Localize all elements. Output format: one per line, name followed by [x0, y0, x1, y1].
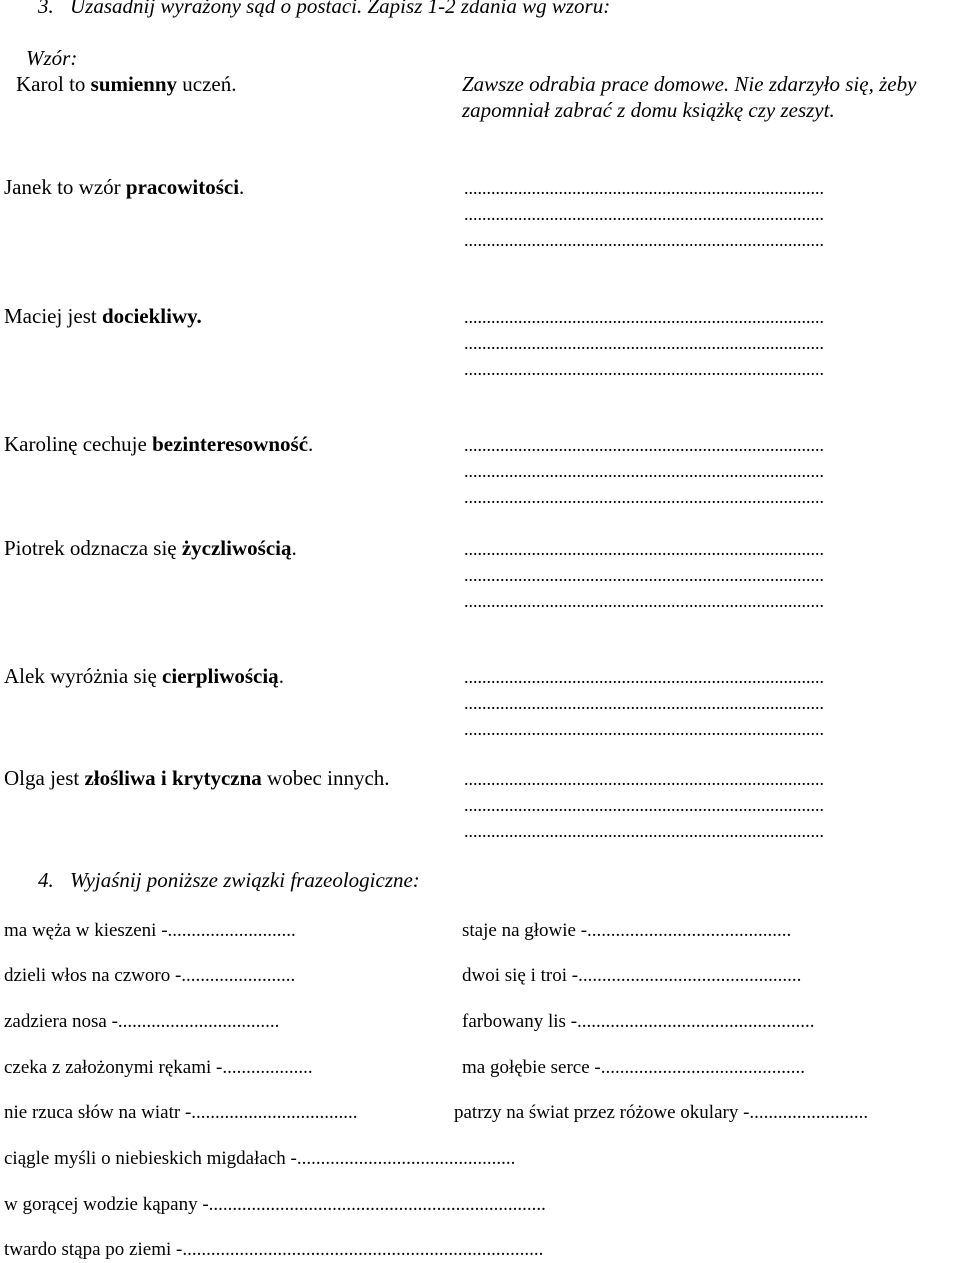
phrase-item[interactable]: ma gołębie serce -........................................... — [462, 1057, 805, 1078]
answer-line[interactable]: ................................................................................ — [464, 591, 824, 611]
example-label: Wzór: — [26, 46, 78, 70]
phrase-item[interactable]: nie rzuca słów na wiatr -................................... — [4, 1102, 358, 1123]
phrase-item[interactable]: dzieli włos na czworo -........................ — [4, 965, 296, 986]
answer-line[interactable]: ................................................................................ — [464, 667, 824, 687]
exercise-4-instruction: Wyjaśnij poniższe związki frazeologiczne: — [70, 868, 420, 892]
answer-line[interactable]: ................................................................................ — [464, 204, 824, 224]
item-sentence-2: Maciej jest dociekliwy. — [4, 304, 202, 328]
item-sentence-5: Alek wyróżnia się cierpliwością. — [4, 664, 284, 688]
item-sentence-1: Janek to wzór pracowitości. — [4, 175, 245, 199]
example-sentence: Karol to sumienny uczeń. — [16, 72, 237, 96]
item-sentence-4: Piotrek odznacza się życzliwością. — [4, 536, 297, 560]
phrase-item[interactable]: dwoi się i troi -............................................... — [462, 965, 802, 986]
exercise-4-number: 4. — [38, 868, 54, 892]
answer-line[interactable]: ................................................................................ — [464, 178, 824, 198]
answer-line[interactable]: ................................................................................ — [464, 693, 824, 713]
answer-line[interactable]: ................................................................................ — [464, 769, 824, 789]
example-justification-line-1: Zawsze odrabia prace domowe. Nie zdarzyło się, żeby — [462, 72, 917, 96]
answer-line[interactable]: ................................................................................ — [464, 359, 824, 379]
answer-line[interactable]: ................................................................................ — [464, 821, 824, 841]
answer-line[interactable]: ................................................................................ — [464, 307, 824, 327]
answer-line[interactable]: ................................................................................ — [464, 539, 824, 559]
answer-line[interactable]: ................................................................................ — [464, 333, 824, 353]
phrase-item[interactable]: zadziera nosa -.................................. — [4, 1011, 280, 1032]
answer-line[interactable]: ................................................................................ — [464, 230, 824, 250]
exercise-3-number: 3. — [38, 0, 54, 18]
phrase-item[interactable]: twardo stąpa po ziemi -............................................................................ — [4, 1239, 544, 1260]
phrase-item[interactable]: ma węża w kieszeni -........................... — [4, 920, 296, 941]
answer-line[interactable]: ................................................................................ — [464, 719, 824, 739]
answer-line[interactable]: ................................................................................ — [464, 565, 824, 585]
item-sentence-3: Karolinę cechuje bezinteresowność. — [4, 432, 314, 456]
phrase-item[interactable]: w gorącej wodzie kąpany -....................................................................... — [4, 1194, 546, 1215]
example-justification-line-2: zapomniał zabrać z domu książkę czy zeszyt. — [462, 98, 835, 122]
phrase-item[interactable]: czeka z założonymi rękami -................... — [4, 1057, 313, 1078]
answer-line[interactable]: ................................................................................ — [464, 435, 824, 455]
answer-line[interactable]: ................................................................................ — [464, 795, 824, 815]
phrase-item[interactable]: staje na głowie -........................................... — [462, 920, 792, 941]
item-sentence-6: Olga jest złośliwa i krytyczna wobec innych. — [4, 766, 390, 790]
answer-line[interactable]: ................................................................................ — [464, 461, 824, 481]
answer-line[interactable]: ................................................................................ — [464, 487, 824, 507]
phrase-item[interactable]: patrzy na świat przez różowe okulary -......................... — [454, 1102, 869, 1123]
phrase-item[interactable]: farbowany lis -.................................................. — [462, 1011, 815, 1032]
exercise-3-instruction: Uzasadnij wyrażony sąd o postaci. Zapisz 1-2 zdania wg wzoru: — [70, 0, 611, 18]
phrase-item[interactable]: ciągle myśli o niebieskich migdałach -.............................................. — [4, 1148, 516, 1169]
